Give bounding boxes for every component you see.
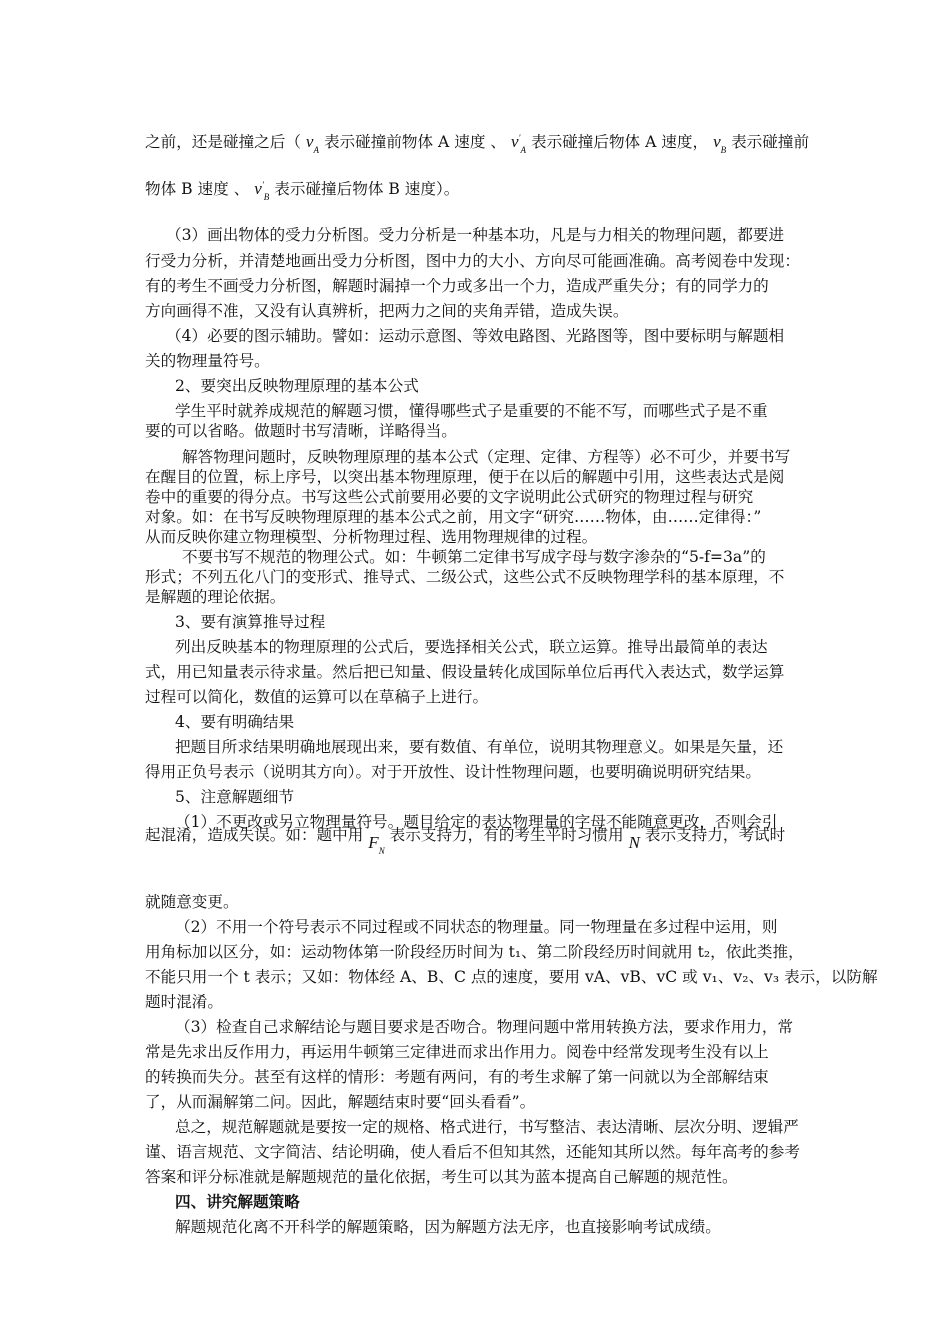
text-run: 表示碰撞前 <box>731 133 810 151</box>
text-line: 答案和评分标准就是解题规范的量化依据，考生可以其为蓝本提高自己解题的规范性。 <box>145 1168 738 1186</box>
text-line: 学生平时就养成规范的解题习惯，懂得哪些式子是重要的不能不写，而哪些式子是不重 <box>175 402 768 420</box>
symbol-subscript: B <box>263 192 270 202</box>
text-run: 之前，还是碰撞之后（ <box>145 133 301 151</box>
text-line: 方向画得不准，又没有认真辨析，把两力之间的夹角弄错，造成失误。 <box>145 302 629 320</box>
text-line: 对象。如：在书写反映物理原理的基本公式之前，用文字“研究……物体，由……定律得：” <box>145 508 762 526</box>
symbol-subscript: N <box>378 846 385 856</box>
text-line: （1）不更改或另立物理量符号。题目给定的表达物理量的字母不能随意更改，否则会引 <box>175 813 778 831</box>
text-run: 物体 B 速度 、 <box>145 180 250 198</box>
text-line: 5、注意解题细节 <box>175 788 295 806</box>
text-line: 常是先求出反作用力，再运用牛顿第三定律进而求出作用力。阅卷中经常发现考生没有以上 <box>145 1043 769 1061</box>
text-run: 表示碰撞前物体 A 速度 、 <box>323 133 507 151</box>
text-line: 就随意变更。 <box>145 893 239 911</box>
text-line: 2、要突出反映物理原理的基本公式 <box>175 377 419 395</box>
text-line: 过程可以简化，数值的运算可以在草稿子上进行。 <box>145 688 489 706</box>
text-line: 有的考生不画受力分析图，解题时漏掉一个力或多出一个力，造成严重失分；有的同学力的 <box>145 277 769 295</box>
velocity-b-symbol <box>713 132 727 155</box>
text-line: 形式；不列五化八门的变形式、推导式、二级公式，这些公式不反映物理学科的基本原理，不 <box>145 568 785 586</box>
text-line: （4）必要的图示辅助。譬如：运动示意图、等效电路图、光路图等，图中要标明与解题相 <box>166 327 785 345</box>
symbol-v: v <box>305 132 314 151</box>
section-heading: 四、讲究解题策略 <box>175 1193 300 1211</box>
symbol-prime: ′ <box>518 133 521 143</box>
text-run: 表示碰撞后物体 B 速度）。 <box>274 180 460 198</box>
force-n-symbol: N <box>628 833 640 852</box>
text-line: 得用正负号表示（说明其方向）。对于开放性、设计性物理问题，也要明确说明研究结果。 <box>145 763 761 781</box>
text-line: 解答物理问题时，反映物理原理的基本公式（定理、定律、方程等）必不可少，并要书写 <box>182 448 791 466</box>
text-line: 是解题的理论依据。 <box>145 588 286 606</box>
symbol-v: v <box>713 132 721 151</box>
text-line: 解题规范化离不开科学的解题策略，因为解题方法无序，也直接影响考试成绩。 <box>175 1218 721 1236</box>
text-run: 起混淆，造成失误。如：题中用 <box>145 826 364 844</box>
force-fn-symbol <box>368 833 385 856</box>
symbol-subscript: A <box>520 145 526 155</box>
text-line-2 <box>145 179 460 202</box>
text-line: 行受力分析，并清楚地画出受力分析图，图中力的大小、方向尽可能画准确。高考阅卷中发现： <box>145 252 800 270</box>
velocity-a-prime-symbol <box>510 132 526 155</box>
text-line: 关的物理量符号。 <box>145 352 270 370</box>
text-line: 谨、语言规范、文字简洁、结论明确，使人看后不但知其然，还能知其所以然。每年高考的参考 <box>145 1143 800 1161</box>
text-run: 表示支持力，有的考生平时习惯用 <box>389 826 624 844</box>
symbol-prime: ′ <box>261 180 264 190</box>
symbol-v: v <box>254 179 262 198</box>
text-line: 从而反映你建立物理模型、分析物理过程、选用物理规律的过程。 <box>145 528 598 546</box>
text-line: 列出反映基本的物理原理的公式后，要选择相关公式，联立运算。推导出最简单的表达 <box>175 638 768 656</box>
velocity-b-prime-symbol <box>254 179 270 202</box>
text-line: 式，用已知量表示待求量。然后把已知量、假设量转化成国际单位后再代入表达式，数学运算 <box>145 663 785 681</box>
text-line: 的转换而失分。甚至有这样的情形：考题有两问，有的考生求解了第一问就以为全部解结束 <box>145 1068 769 1086</box>
velocity-a-symbol <box>305 132 319 155</box>
text-line: （2）不用一个符号表示不同过程或不同状态的物理量。同一物理量在多过程中运用，则 <box>175 918 778 936</box>
text-line: 4、要有明确结果 <box>175 713 295 731</box>
text-run: 表示支持力，考试时 <box>644 826 786 844</box>
symbol-subscript: B <box>720 145 727 155</box>
text-line: 在醒目的位置，标上序号，以突出基本物理原理，便于在以后的解题中引用，这些表达式是阅 <box>145 468 785 486</box>
text-line-1 <box>145 132 810 155</box>
text-line: 用角标加以区分，如：运动物体第一阶段经历时间为 t₁、第二阶段经历时间就用 t₂，依此类推， <box>145 943 804 961</box>
text-line: 把题目所求结果明确地展现出来，要有数值、有单位，说明其物理意义。如果是矢量，还 <box>175 738 784 756</box>
text-line: 3、要有演算推导过程 <box>175 613 326 631</box>
text-run: 表示碰撞后物体 A 速度， <box>530 133 709 151</box>
text-line: 卷中的重要的得分点。书写这些公式前要用必要的文字说明此公式研究的物理过程与研究 <box>145 488 754 506</box>
text-line: 了，从而漏解第二问。因此，解题结束时要“回头看看”。 <box>145 1093 536 1111</box>
text-line: 总之，规范解题就是要按一定的规格、格式进行，书写整洁、表达清晰、层次分明、逻辑严 <box>175 1118 799 1136</box>
symbol-subscript: A <box>313 145 319 155</box>
text-line: （3）画出物体的受力分析图。受力分析是一种基本功，凡是与力相关的物理问题，都要进 <box>166 226 785 244</box>
text-line: 要的可以省略。做题时书写清晰，详略得当。 <box>145 422 457 440</box>
text-line: 题时混淆。 <box>145 993 223 1011</box>
text-line: （3）检查自己求解结论与题目要求是否吻合。物理问题中常用转换方法，要求作用力，常 <box>175 1018 794 1036</box>
symbol-v: v <box>510 132 519 151</box>
text-line: 不要书写不规范的物理公式。如：牛顿第二定律书写成字母与数字渗杂的“5-f=3a”的 <box>182 548 766 566</box>
symbol-f: F <box>368 833 379 852</box>
text-line: 不能只用一个 t 表示；又如：物体经 A、B、C 点的速度，要用 vA、vB、vC 或 v₁、v₂、v₃ 表示，以防解 <box>145 968 878 986</box>
